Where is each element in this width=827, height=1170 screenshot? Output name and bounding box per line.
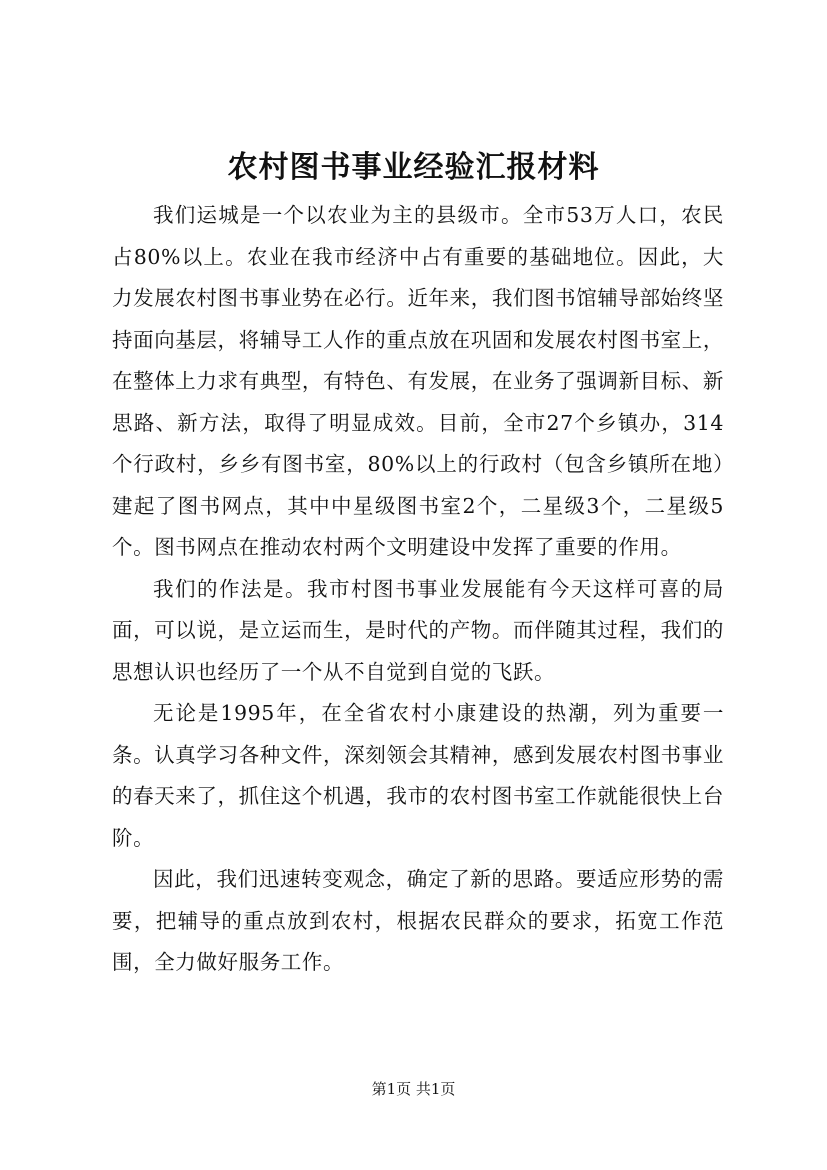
document-body: [112, 195, 724, 984]
paragraph-3: 无论是1995年，在全省农村小康建设的热潮，列为重要一条。认真学习各种文件，深刻领会其精神，感到发展农村图书事业的春天来了，抓住这个机遇，我市的农村图书室工作就能很快上台阶。: [112, 701, 724, 850]
document-title: 农村图书事业经验汇报材料: [227, 150, 600, 185]
paragraph-1: 我们运城是一个以农业为主的县级市。全市53万人口，农民占80%以上。农业在我市经济中占有重要的基础地位。因此，大力发展农村图书事业势在必行。近年来，我们图书馆辅导部始终坚持面向基层，将辅导工人作的重点放在巩固和发展农村图书室上，在整体上力求有典型，有特色、有发展，在业务了强调新目标、新思路、新方法，取得了明显成效。目前，全市27个乡镇办，314个行政村，乡乡有图书室，80%以上的行政村（包含乡镇所在地）建起了图书网点，其中中星级图书室2个，二星级3个，二星级5个。图书网点在推动农村两个文明建设中发挥了重要的作用。: [112, 203, 724, 559]
paragraph-4: 因此，我们迅速转变观念，确定了新的思路。要适应形势的需要，把辅导的重点放到农村，根据农民群众的要求，拓宽工作范围，全力做好服务工作。: [112, 867, 724, 974]
paragraph-2: 我们的作法是。我市村图书事业发展能有今天这样可喜的局面，可以说，是立运而生，是时代的产物。而伴随其过程，我们的思想认识也经历了一个从不自觉到自觉的飞跃。: [112, 576, 724, 684]
page-footer: 第1页 共1页: [371, 1080, 456, 1098]
